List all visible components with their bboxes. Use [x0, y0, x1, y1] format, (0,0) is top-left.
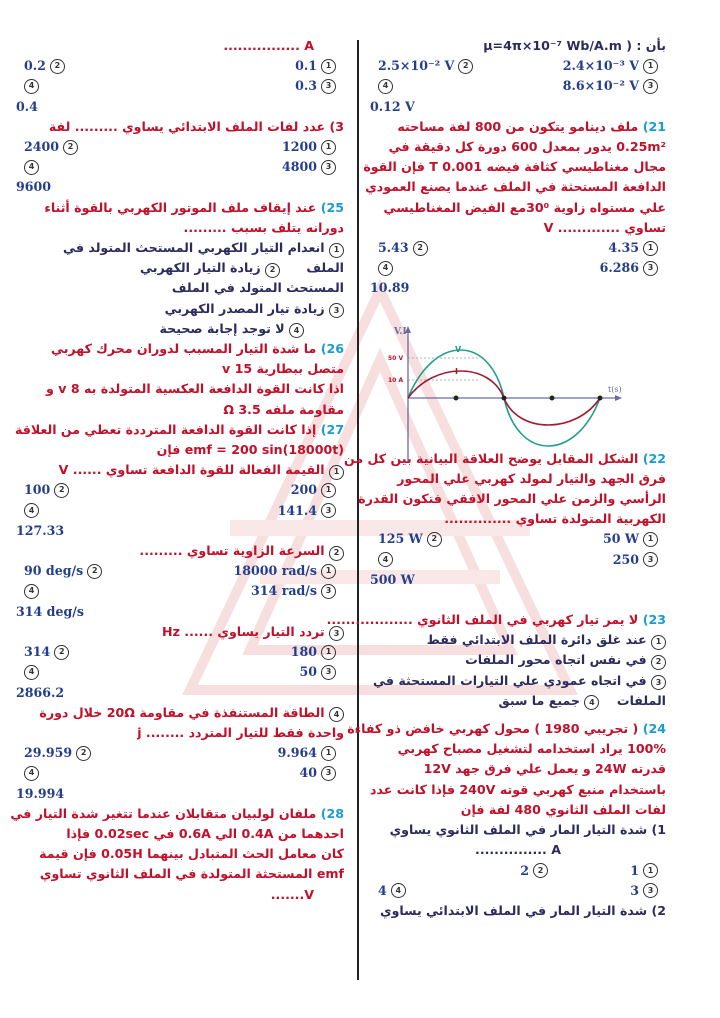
- option-value: 4800: [281, 159, 317, 175]
- q25-option-1b-2[interactable]: [16, 258, 344, 278]
- sub-question: واحدة فقط للتيار المتردد ........ j: [137, 724, 344, 740]
- mu-constant-line: بأن : ( μ=4π×10⁻⁷ Wb/A.m: [483, 38, 666, 53]
- option-value: 0.4: [16, 98, 38, 114]
- question-number: 26): [320, 341, 344, 357]
- question-line: الكهربية المتولدة تساوي ..............: [444, 511, 666, 527]
- option-1-icon[interactable]: 1: [643, 59, 658, 74]
- q27d-options-row2: [16, 763, 344, 783]
- option-1-icon[interactable]: 1: [643, 863, 658, 878]
- q24-text: [347, 719, 666, 739]
- option-value: 0.2: [24, 58, 46, 74]
- option-3-icon[interactable]: 3: [321, 503, 336, 518]
- blank-answer-line: A ................: [223, 38, 314, 53]
- p3-options-row2: [16, 157, 344, 177]
- option-4-icon[interactable]: 4: [584, 695, 599, 710]
- v-tick-label: 50 V: [388, 355, 404, 362]
- prev-options-row2: [370, 76, 666, 96]
- question-line: إذا كانت القوة الدافعة المترددة تعطي من العلاقة: [14, 421, 317, 437]
- sub-question: 2) شدة التيار المار في الملف الابتدائي يساوي: [380, 902, 666, 918]
- option-3-icon[interactable]: 3: [651, 675, 666, 690]
- option-4-icon[interactable]: 4: [289, 323, 304, 338]
- option-3-icon[interactable]: 3: [643, 552, 658, 567]
- x-axis-arrow-icon: [615, 395, 622, 401]
- option-1-icon[interactable]: 1: [651, 635, 666, 650]
- option-value: 18000 rad/s: [233, 563, 317, 579]
- q23-text: [326, 610, 666, 630]
- i-curve-label: I: [455, 367, 458, 376]
- question-line: 100% يراد استخدامه لتشغيل مصباح كهربي: [397, 741, 666, 757]
- question-line: مقاومة ملفه 3.5 Ω: [223, 401, 344, 417]
- option-text: في اتجاه عمودي علي التيارات المستحثة في: [373, 672, 647, 688]
- option-text: انعدام التيار الكهربي المستحث المتولد في: [63, 240, 325, 256]
- q27c-options-row1: [16, 642, 344, 662]
- option-value: 8.6×10⁻² V: [562, 78, 639, 94]
- q25-option-3[interactable]: [16, 299, 344, 319]
- sub-question: 1) شدة التيار المار في الملف الثانوي يساوي: [389, 822, 666, 838]
- option-value: 50 W: [602, 531, 639, 547]
- question-number: 25): [320, 199, 344, 215]
- option-4-icon[interactable]: 4: [329, 707, 344, 722]
- option-value: 19.994: [16, 785, 65, 801]
- option-1-icon[interactable]: 1: [321, 140, 336, 155]
- option-1-icon[interactable]: 1: [321, 483, 336, 498]
- question-number: 24): [642, 721, 666, 737]
- option-2-icon[interactable]: 2: [533, 863, 548, 878]
- sub-question: 3) عدد لفات الملف الابتدائي يساوي ......... لفة: [48, 118, 344, 134]
- vi-time-graph: [386, 322, 676, 472]
- option-1-icon[interactable]: 1: [321, 59, 336, 74]
- i-tick-label: 10 A: [388, 377, 404, 384]
- column-divider: [357, 40, 359, 980]
- q21-text: [370, 117, 666, 137]
- option-2-icon[interactable]: 2: [50, 59, 65, 74]
- option-2-icon[interactable]: 2: [458, 59, 473, 74]
- question-line: لفات الملف الثانوي 480 لفة فإن: [460, 801, 666, 817]
- question-line: متصل ببطارية 15 v: [222, 361, 344, 377]
- option-text: في نفس اتجاه محور الملفات: [465, 652, 647, 668]
- option-4-icon[interactable]: 4: [391, 883, 406, 898]
- q27-part-c: [16, 622, 344, 642]
- option-3-icon[interactable]: 3: [329, 303, 344, 318]
- question-line: تساوي ............. V: [543, 219, 666, 235]
- question-number: 22): [642, 450, 666, 466]
- question-line: لا يمر تيار كهربي في الملف الثانوي ..................: [326, 612, 639, 628]
- option-3-icon[interactable]: 3: [321, 160, 336, 175]
- option-value: 100: [24, 482, 51, 498]
- option-value: 500 W: [370, 571, 415, 587]
- option-value: 4: [378, 882, 387, 898]
- option-value: 2400: [24, 139, 60, 155]
- question-line: ( تجريبي 1980 ) محول كهربي خافض ذو كفاءة: [347, 721, 639, 737]
- question-line: قدرته 24W و يعمل علي فرق جهد 12V: [423, 761, 666, 777]
- option-1-icon[interactable]: 1: [643, 241, 658, 256]
- option-value: 127.33: [16, 522, 65, 538]
- option-value: 29.959: [24, 745, 73, 761]
- option-3-icon[interactable]: 3: [643, 261, 658, 276]
- option-value: 50: [299, 664, 317, 680]
- q27b-options-row1: [16, 561, 344, 581]
- question-number: 28): [320, 805, 344, 821]
- question-line: ملفان لولبيان متقابلان عندما تتغير شدة التيار في: [10, 805, 317, 821]
- spacer: [370, 590, 666, 610]
- q23-option-3b-4[interactable]: [370, 691, 666, 711]
- option-value: 314: [24, 644, 51, 660]
- option-2-icon[interactable]: 2: [329, 546, 344, 561]
- option-value: 90 deg/s: [24, 563, 84, 579]
- option-value: 314 rad/s: [251, 583, 317, 599]
- option-value: 5.43: [378, 240, 409, 256]
- option-2-icon[interactable]: 2: [76, 746, 91, 761]
- q25-option-4[interactable]: [16, 319, 344, 339]
- y-axis-label: V.I: [394, 327, 407, 337]
- q27-part-b: [16, 541, 344, 561]
- option-3-icon[interactable]: 3: [643, 883, 658, 898]
- option-1-icon[interactable]: 1: [643, 532, 658, 547]
- sub-question: الطاقة المستنفذة في مقاومة 20Ω خلال دورة: [39, 704, 325, 720]
- question-line: V.......: [270, 886, 314, 902]
- option-3-icon[interactable]: 3: [321, 584, 336, 599]
- option-value: 0.3: [295, 78, 317, 94]
- q21-options-row2: [370, 258, 666, 278]
- option-value: 0.12 V: [370, 98, 415, 114]
- option-value: 2: [520, 862, 529, 878]
- option-2-icon[interactable]: 2: [427, 532, 442, 547]
- option-value: 2866.2: [16, 684, 65, 700]
- question-line: 0.25m² يدور بمعدل 600 دورة كل دقيقة في: [388, 139, 666, 155]
- option-value: 180: [290, 644, 317, 660]
- q26-text: [16, 339, 344, 359]
- option-text: لا توجد إجابة صحيحة: [159, 320, 285, 336]
- option-2-icon[interactable]: 2: [87, 564, 102, 579]
- q24-options-row2: [370, 881, 666, 901]
- option-4-icon[interactable]: 4: [378, 552, 393, 567]
- q27-text: [16, 420, 344, 440]
- q27c-options-row2: [16, 662, 344, 682]
- sub-question: القيمة الفعالة للقوة الدافعة تساوي ...... V: [58, 462, 325, 478]
- option-value: 10.89: [370, 280, 410, 296]
- option-value: 250: [612, 551, 639, 567]
- p3-options-row1: [16, 137, 344, 157]
- q27-part-d: [16, 703, 344, 723]
- option-value: 125 W: [378, 531, 423, 547]
- sub-question: تردد التيار يساوي ...... Hz: [162, 623, 325, 639]
- option-value: 1200: [281, 139, 317, 155]
- question-line: دورانه يتلف بسبب .........: [183, 219, 344, 235]
- option-3-icon[interactable]: 3: [321, 766, 336, 781]
- option-value: 141.4: [277, 502, 317, 518]
- p1-options-row2: [16, 76, 344, 96]
- option-value: 1: [630, 862, 639, 878]
- option-value: 314 deg/s: [16, 603, 84, 619]
- question-line: الشكل المقابل يوضح العلاقة البيانية بين كل من: [344, 450, 639, 466]
- option-text: الملف: [306, 260, 344, 276]
- question-line: عند إيقاف ملف الموتور الكهربي بالقوة أثناء: [44, 199, 317, 215]
- option-1-icon[interactable]: 1: [321, 645, 336, 660]
- option-4-icon[interactable]: 4: [24, 584, 39, 599]
- question-number: 27): [320, 421, 344, 437]
- question-line: ملف دينامو يتكون من 800 لفة مساحته: [397, 118, 639, 134]
- option-text: الملفات: [616, 692, 666, 708]
- option-2-icon[interactable]: 2: [265, 263, 280, 278]
- question-number: 23): [642, 612, 666, 628]
- option-2-icon[interactable]: 2: [651, 655, 666, 670]
- option-text: عند غلق دائرة الملف الابتدائي فقط: [426, 632, 647, 648]
- option-1-icon[interactable]: 1: [329, 465, 344, 480]
- option-3-icon[interactable]: 3: [321, 665, 336, 680]
- option-2-icon[interactable]: 2: [54, 483, 69, 498]
- question-line: احدهما من 0.4A الي 0.6A في 0.02sec فإذا: [66, 825, 344, 841]
- question-number: 21): [642, 118, 666, 134]
- v-curve-label: V: [455, 345, 462, 354]
- option-1-icon[interactable]: 1: [321, 564, 336, 579]
- q28-text: [10, 804, 344, 824]
- option-3-icon[interactable]: 3: [643, 79, 658, 94]
- option-value: 200: [290, 482, 317, 498]
- option-3-icon[interactable]: 3: [321, 79, 336, 94]
- option-text: جميع ما سبق: [498, 692, 580, 708]
- question-line: emf المستحثة المتولدة في الملف الثانوي تساوي: [39, 866, 344, 882]
- q22-options-row2: [370, 550, 666, 570]
- option-text: زيادة تيار المصدر الكهربي: [164, 300, 325, 316]
- axis-point: [550, 396, 555, 401]
- option-text: المستحث المتولد في الملف: [171, 280, 344, 296]
- option-value: 40: [299, 765, 317, 781]
- option-3-icon[interactable]: 3: [329, 626, 344, 641]
- q21-options-row1: [370, 238, 666, 258]
- option-4-icon[interactable]: 4: [378, 79, 393, 94]
- q23-option-3[interactable]: [370, 671, 666, 691]
- q23-option-1[interactable]: [370, 630, 666, 650]
- question-line: كان معامل الحث المتبادل بينهما 0.05H فإن قيمة: [39, 846, 344, 862]
- question-line: علي مستواه زاوية 30⁰مع الفيض المغناطيسي: [383, 199, 666, 215]
- option-2-icon[interactable]: 2: [413, 241, 428, 256]
- axis-point: [598, 396, 603, 401]
- option-value: 2.4×10⁻³ V: [562, 58, 639, 74]
- x-axis-label: t(s): [608, 385, 622, 394]
- question-line: فرق الجهد والتيار لمولد كهربي علي المحور: [397, 470, 666, 486]
- option-4-icon[interactable]: 4: [24, 79, 39, 94]
- spacer: [370, 711, 666, 719]
- axis-point: [454, 396, 459, 401]
- q27a-options-row2: [16, 501, 344, 521]
- option-4-icon[interactable]: 4: [24, 766, 39, 781]
- q23-option-2[interactable]: [370, 650, 666, 670]
- sub-question-blank: A ...............: [475, 842, 561, 858]
- question-line: باستخدام منبع كهربي قوته 240V فإذا كانت عدد: [370, 781, 666, 797]
- question-line: emf = 200 sin(18000t) فإن: [156, 442, 344, 458]
- q27d-options-row1: [16, 743, 344, 763]
- option-text: زيادة التيار الكهربي: [139, 260, 261, 276]
- q27a-options-row1: [16, 480, 344, 500]
- option-value: 6.286: [599, 260, 639, 276]
- question-line: الرأسي والزمن علي المحور الافقي فتكون القدرة: [358, 491, 666, 507]
- option-value: 2.5×10⁻² V: [378, 58, 455, 74]
- option-4-icon[interactable]: 4: [24, 665, 39, 680]
- option-value: 0.1: [295, 58, 317, 74]
- q24-options-row1: [370, 861, 666, 881]
- option-1-icon[interactable]: 1: [329, 243, 344, 258]
- q27b-options-row2: [16, 581, 344, 601]
- axis-point: [502, 396, 507, 401]
- question-line: اذا كانت القوة الدافعة العكسية المتولدة به 8 v و: [46, 381, 344, 397]
- question-line: مجال مغناطيسي كثافة فيضه T 0.001 فإن القوة: [363, 159, 666, 175]
- option-1-icon[interactable]: 1: [321, 746, 336, 761]
- option-value: 3: [630, 882, 639, 898]
- q25-text: [16, 198, 344, 218]
- option-4-icon[interactable]: 4: [24, 160, 39, 175]
- option-value: 9.964: [277, 745, 317, 761]
- option-4-icon[interactable]: 4: [378, 261, 393, 276]
- prev-options-row1: [370, 56, 666, 76]
- question-line: الدافعة المستحثة في الملف عندما يصنع العمودي: [365, 179, 666, 195]
- sub-question: السرعة الزاوية تساوي .........: [139, 543, 325, 559]
- option-4-icon[interactable]: 4: [24, 503, 39, 518]
- option-value: 9600: [16, 179, 52, 195]
- option-2-icon[interactable]: 2: [63, 140, 78, 155]
- option-2-icon[interactable]: 2: [54, 645, 69, 660]
- option-value: 4.35: [608, 240, 639, 256]
- q22-options-row1: [370, 529, 666, 549]
- q25-option-1[interactable]: [16, 238, 344, 258]
- left-column: [10, 36, 344, 905]
- p1-options-row1: [16, 56, 344, 76]
- question-line: ما شدة التيار المسبب لدوران محرك كهربي: [50, 341, 317, 357]
- q27-part-a: [16, 460, 344, 480]
